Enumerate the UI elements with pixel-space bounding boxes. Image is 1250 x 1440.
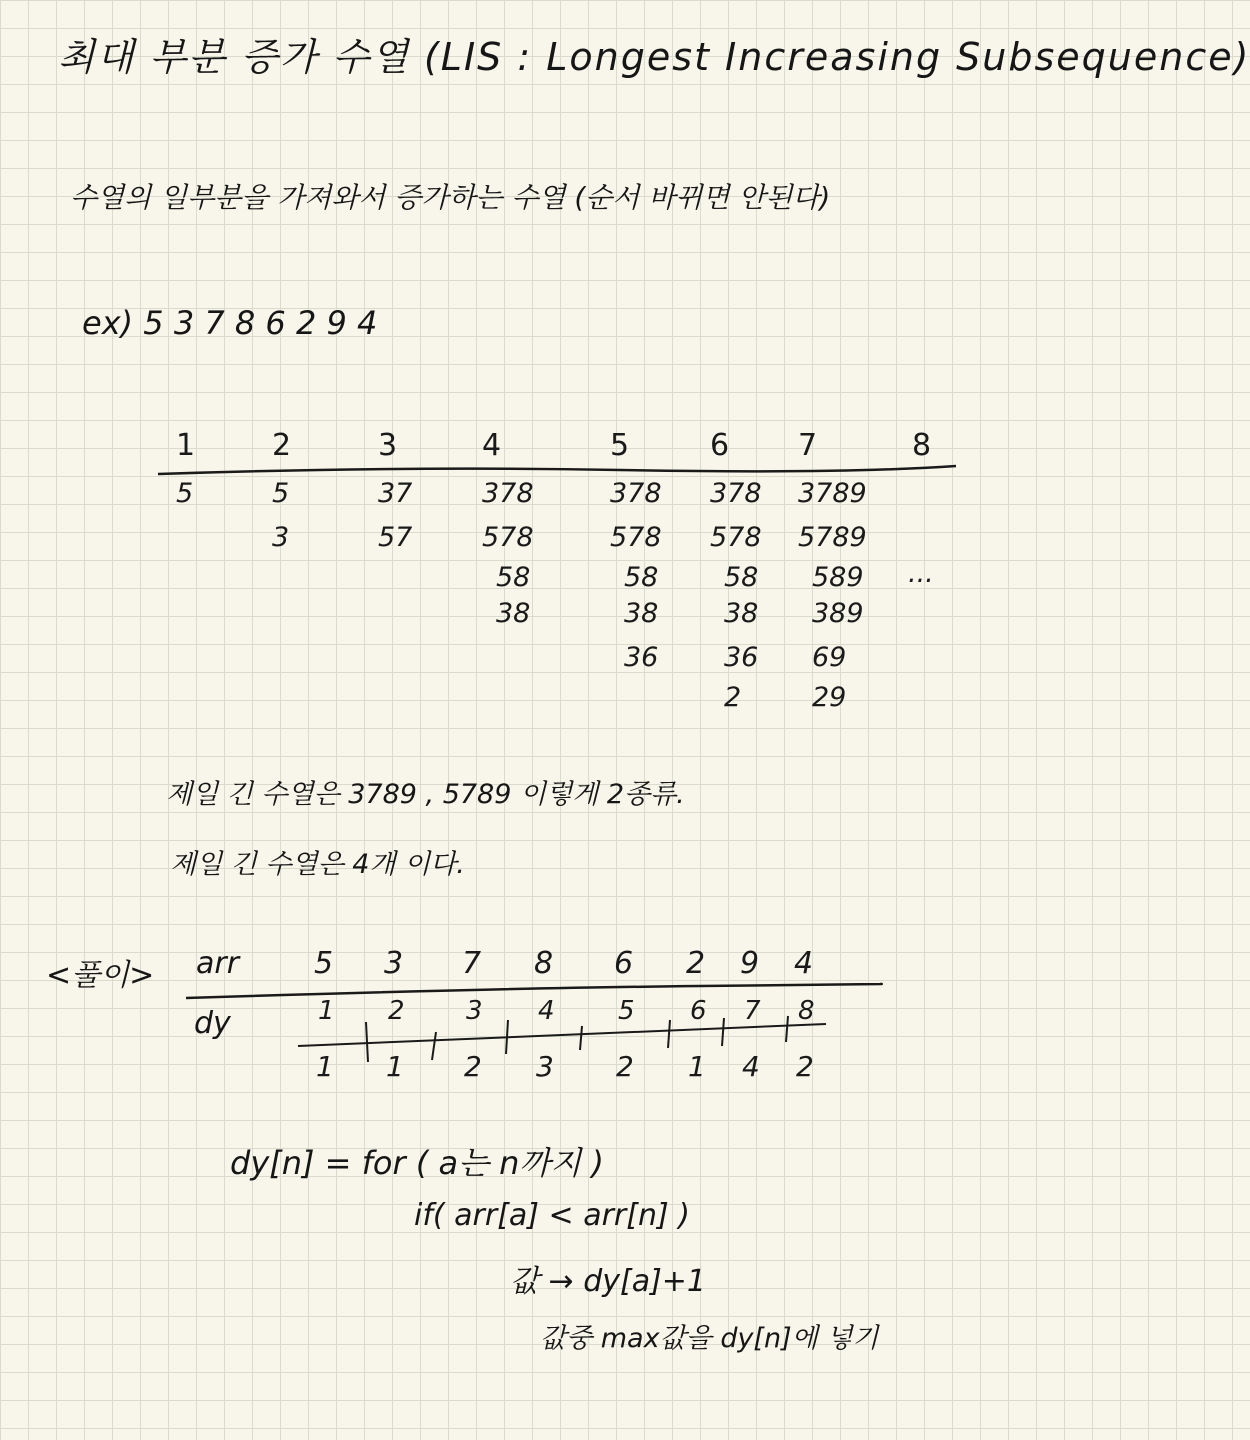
dy-index: 4 xyxy=(538,996,555,1026)
arr-value: 9 xyxy=(740,946,760,981)
table-ellipsis: ... xyxy=(908,558,934,589)
table-cell: 58 xyxy=(496,562,531,593)
dy-label: dy xyxy=(194,1006,231,1041)
arr-value: 2 xyxy=(686,946,706,981)
summary-line-1: 제일 긴 수열은 3789 , 5789 이렇게 2종류. xyxy=(166,779,685,810)
dy-index: 8 xyxy=(798,996,815,1026)
solution-label: <풀이> xyxy=(46,958,155,993)
table-cell: 3789 xyxy=(798,478,867,509)
table-header-6: 6 xyxy=(710,428,730,463)
table-header-3: 3 xyxy=(378,428,398,463)
page-title: 최대 부분 증가 수열 (LIS : Longest Increasing Subsequence) xyxy=(58,35,1250,79)
table-cell: 5 xyxy=(272,478,290,509)
definition-text: 수열의 일부분을 가져와서 증가하는 수열 (순서 바뀌면 안된다) xyxy=(70,181,831,214)
dy-index: 6 xyxy=(690,996,707,1026)
table-cell: 2 xyxy=(724,682,742,713)
table-cell: 389 xyxy=(812,598,864,629)
dy-value: 2 xyxy=(796,1050,814,1083)
code-line-4: 값중 max값을 dy[n]에 넣기 xyxy=(540,1323,879,1354)
table-cell: 69 xyxy=(812,642,847,673)
table-cell: 38 xyxy=(496,598,531,629)
table-cell: 38 xyxy=(624,598,659,629)
table-cell: 58 xyxy=(624,562,659,593)
table-header-2: 2 xyxy=(272,428,292,463)
dy-index: 2 xyxy=(388,996,405,1026)
code-line-1: dy[n] = for ( a는 n까지 ) xyxy=(230,1144,604,1182)
table-cell: 36 xyxy=(624,642,659,673)
arr-value: 6 xyxy=(614,946,634,981)
table-cell: 378 xyxy=(482,478,534,509)
table-cell: 589 xyxy=(812,562,864,593)
arr-value: 8 xyxy=(534,946,554,981)
dy-index: 1 xyxy=(318,996,335,1026)
table-cell: 5789 xyxy=(798,522,867,553)
table-header-5: 5 xyxy=(610,428,630,463)
code-line-2: if( arr[a] < arr[n] ) xyxy=(414,1198,690,1233)
table-cell: 578 xyxy=(610,522,662,553)
table-cell: 378 xyxy=(610,478,662,509)
table-cell: 58 xyxy=(724,562,759,593)
example-sequence: ex) 5 3 7 8 6 2 9 4 xyxy=(82,304,378,342)
arr-value: 3 xyxy=(384,946,404,981)
table-cell: 5 xyxy=(176,478,194,509)
table-cell: 38 xyxy=(724,598,759,629)
arr-value: 5 xyxy=(314,946,334,981)
table-cell: 578 xyxy=(482,522,534,553)
arr-label: arr xyxy=(196,946,240,981)
table-cell: 37 xyxy=(378,478,413,509)
dy-value: 3 xyxy=(536,1050,554,1083)
table-header-1: 1 xyxy=(176,428,196,463)
dy-value: 1 xyxy=(316,1050,334,1083)
code-line-3: 값 → dy[a]+1 xyxy=(510,1264,707,1299)
dy-index: 3 xyxy=(466,996,483,1026)
dy-value: 4 xyxy=(742,1050,760,1083)
table-header-8: 8 xyxy=(912,428,932,463)
table-header-4: 4 xyxy=(482,428,502,463)
arr-value: 7 xyxy=(462,946,482,981)
table-cell: 578 xyxy=(710,522,762,553)
dy-index: 7 xyxy=(744,996,761,1026)
summary-line-2: 제일 긴 수열은 4개 이다. xyxy=(170,849,465,880)
dy-value: 2 xyxy=(464,1050,482,1083)
table-cell: 378 xyxy=(710,478,762,509)
dy-index: 5 xyxy=(618,996,635,1026)
dy-value: 1 xyxy=(386,1050,404,1083)
table-header-7: 7 xyxy=(798,428,818,463)
table-cell: 29 xyxy=(812,682,847,713)
table-cell: 57 xyxy=(378,522,413,553)
dy-value: 1 xyxy=(688,1050,706,1083)
arr-value: 4 xyxy=(794,946,814,981)
dy-value: 2 xyxy=(616,1050,634,1083)
table-cell: 36 xyxy=(724,642,759,673)
table-cell: 3 xyxy=(272,522,290,553)
